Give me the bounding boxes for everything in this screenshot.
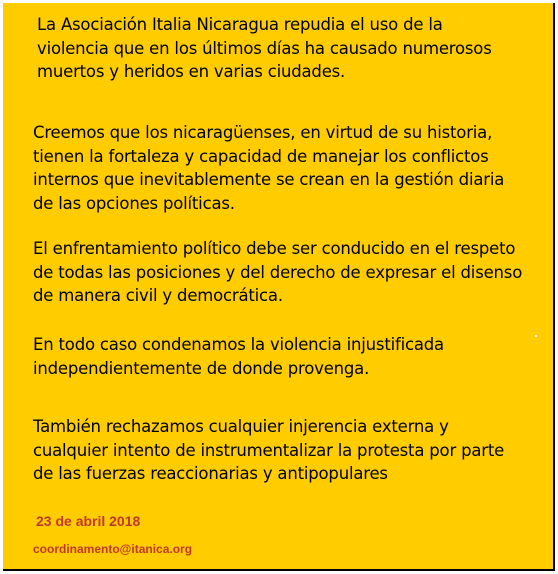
decorative-speck <box>535 335 537 337</box>
paragraph-line: de todas las posiciones y del derecho de expresar el disenso <box>33 262 523 282</box>
paragraph-line: El enfrentamiento político debe ser conducido en el respeto <box>33 239 516 258</box>
paragraph-line: internos que inevitablemente se crean en la gestión diaria <box>33 170 505 189</box>
paragraph-line: de las opciones políticas. <box>33 193 235 213</box>
paragraph-line: También rechazamos cualquier injerencia externa y <box>33 417 449 436</box>
paragraph-repudio <box>37 13 552 84</box>
paragraph-line: tienen la fortaleza y capacidad de manejar los conflictos <box>33 146 489 166</box>
paragraph-enfrentamiento <box>33 237 548 308</box>
paragraph-line: La Asociación Italia Nicaragua repudia el uso de la <box>37 15 443 34</box>
paragraph-condena <box>33 333 548 380</box>
paragraph-creemos <box>33 121 548 215</box>
paragraph-line: Creemos que los nicaragüenses, en virtud de su historia, <box>33 123 493 142</box>
paragraph-line: independientemente de donde provenga. <box>33 358 370 378</box>
paragraph-line: muertos y heridos en varias ciudades. <box>37 62 346 81</box>
paragraph-rechazo <box>33 415 548 486</box>
statement-panel <box>3 3 555 571</box>
paragraph-line: de manera civil y democrática. <box>33 286 283 305</box>
paragraph-line: de las fuerzas reaccionarias y antipopulares <box>33 464 388 483</box>
contact-email: coordinamento@itanica.org <box>33 542 193 556</box>
paragraph-line: En todo caso condenamos la violencia injustificada <box>33 335 444 354</box>
statement-date: 23 de abril 2018 <box>36 513 141 529</box>
paragraph-line: cualquier intento de instrumentalizar la protesta por parte <box>33 440 505 460</box>
paragraph-line: violencia que en los últimos días ha causado numerosos <box>37 38 492 58</box>
